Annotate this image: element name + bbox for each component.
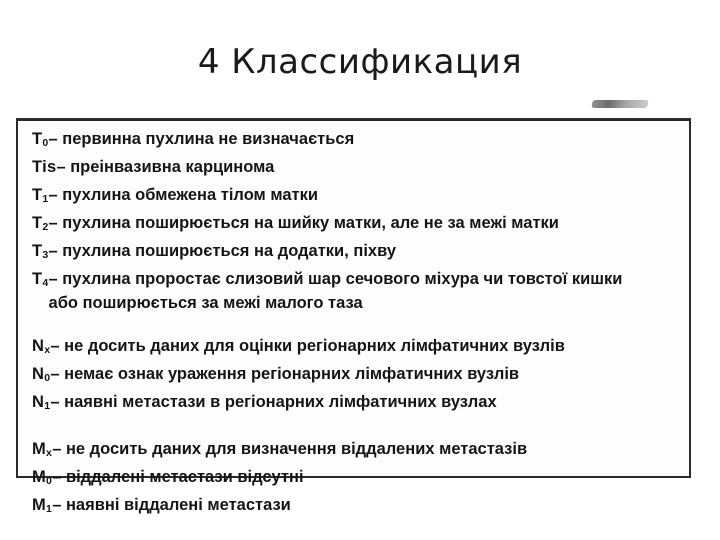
- stage-code: $M_x$: [32, 440, 53, 459]
- n-stage-group: [32, 334, 681, 418]
- stage-code: Tis: [32, 158, 57, 176]
- stage-description: – преінвазивна карцинома: [56, 158, 275, 176]
- stage-code: $T_4$: [32, 270, 49, 289]
- classification-box: [16, 118, 691, 515]
- stage-code: $T_1$: [32, 186, 49, 205]
- stage-description: – немає ознак ураження регіонарних лімфатичних вузлів: [50, 365, 520, 383]
- stage-code: $T_2$: [32, 214, 49, 233]
- mx-entry: [32, 437, 681, 465]
- stage-description: – наявні віддалені метастази: [52, 496, 291, 514]
- stage-description: – не досить даних для оцінки регіонарних лімфатичних вузлів: [50, 337, 565, 355]
- stage-code: $N_1$: [32, 393, 51, 412]
- stage-code: $N_x$: [32, 337, 51, 356]
- t3-entry: [32, 239, 681, 267]
- slide-title: 4 Классификация: [197, 42, 523, 82]
- stage-description: – пухлина проростає слизовий шар сечового міхура чи товстої кишки або поширюється за межі малого таза: [48, 270, 623, 312]
- stage-code: $M_1$: [32, 496, 53, 515]
- t2-entry: [32, 211, 681, 239]
- stage-code: $T_3$: [32, 242, 49, 261]
- m0-entry: [32, 465, 681, 493]
- t-stage-group: [32, 127, 681, 315]
- stage-description: – не досить даних для визначення віддалених метастазів: [52, 440, 528, 458]
- stage-description: – пухлина поширюється на додатки, піхву: [48, 242, 396, 260]
- n1-entry: [32, 390, 681, 418]
- m1-entry: [32, 493, 681, 521]
- nx-entry: [32, 334, 681, 362]
- stage-description: – віддалені метастази відсутні: [52, 468, 304, 486]
- tis-entry: [32, 155, 681, 183]
- t1-entry: [32, 183, 681, 211]
- stage-code: $N_0$: [32, 365, 51, 384]
- stage-description: – пухлина обмежена тілом матки: [48, 186, 318, 204]
- t4-entry: [32, 267, 681, 315]
- stage-description: – первинна пухлина не визначається: [48, 130, 355, 148]
- scan-artifact: [591, 100, 648, 108]
- stage-code: $M_0$: [32, 468, 53, 487]
- stage-description: – наявні метастази в регіонарних лімфатичних вузлах: [50, 393, 497, 411]
- stage-description: – пухлина поширюється на шийку матки, але не за межі матки: [48, 214, 559, 232]
- n0-entry: [32, 362, 681, 390]
- m-stage-group: [32, 437, 681, 521]
- stage-code: $T_0$: [32, 130, 49, 149]
- t0-entry: [32, 127, 681, 155]
